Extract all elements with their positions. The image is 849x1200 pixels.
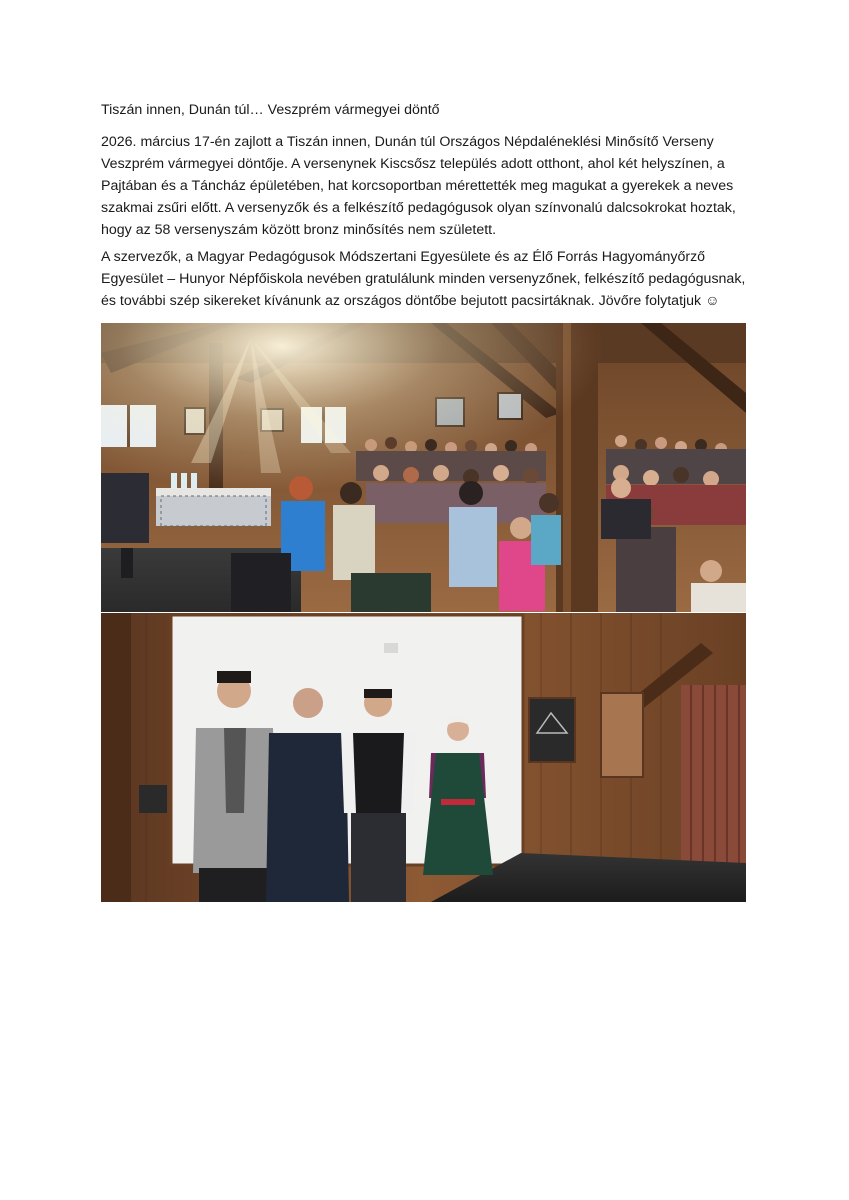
document-title: Tiszán innen, Dunán túl… Veszprém vármegyei döntő	[101, 102, 440, 118]
jury-group-photo	[101, 613, 746, 902]
paragraph-congratulations: A szervezők, a Magyar Pedagógusok Módszertani Egyesülete és az Élő Forrás Hagyományőrző Egyesület – Hunyor Népfőiskola nevében gratulálunk minden versenyzőnek, felkészítő pedagógusnak, és további szép sikereket kívánunk az országos döntőbe bejutott pacsirtáknak. Jövőre folytatjuk ☺	[101, 249, 746, 309]
paragraph-event-description: 2026. március 17-én zajlott a Tiszán innen, Dunán túl Országos Népdaléneklési Minősítő Verseny Veszprém vármegyei döntője. A versenynek Kiscsősz település adott otthont, ahol két helyszínen, a Pajtában és a Táncház épületében, hat korcsoportban mérettették meg magukat a gyerekek a neves szakmai zsűri előtt. A versenyzők és a felkészítő pedagógusok olyan színvonalú dalcsokrokat hoztak, hogy az 58 versenyszám között bronz minősítés nem született.	[101, 134, 736, 238]
audience-photo	[101, 323, 746, 612]
